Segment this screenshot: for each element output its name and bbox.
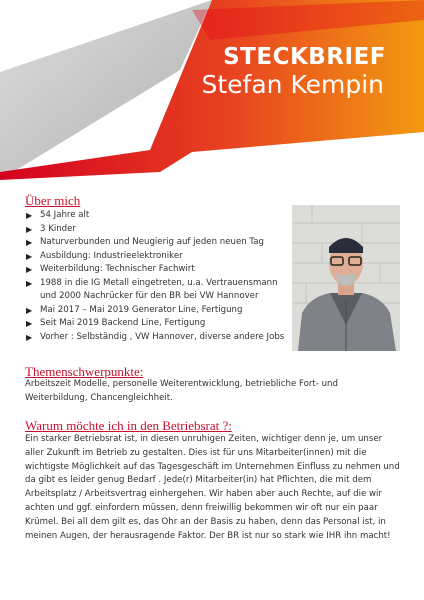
why-heading: Warum möchte ich in den Betriebsrat ?: (25, 418, 232, 433)
triangle-bullet-icon: ▶ (26, 211, 33, 220)
triangle-bullet-icon: ▶ (26, 265, 33, 274)
triangle-bullet-icon: ▶ (26, 305, 33, 315)
about-heading: Über mich (25, 193, 81, 208)
list-item: ▶ 54 Jahre alt (25, 209, 293, 223)
page-title: STECKBRIEF (223, 44, 386, 70)
triangle-bullet-icon: ▶ (26, 319, 33, 328)
why-text: Ein starker Betriebsrat ist, in diesen unruhigen Zeiten, wichtiger denn je, um unser aller Zukunft im Betrieb zu gestalten. Dies ist für uns Mitarbeiter(innen) mit die wichtigste Möglichkeit auf das Tagesgeschäft im Unternehmen Einfluss zu nehmen und da gibt es leider genug Bedarf . Jede(r) Mitarbeiter(in) hat Pflichten, die mit dem Arbeitsplatz / Arbeitsvertrag einhergehen. Wir haben aber auch Rechte, auf die wir achten und ggf. einfordern müssen, denn freiwillig bekommen wir oft nur ein paar Krümel. Bei all dem gilt es, das Ohr an der Basis zu haben, denn das Personal ist, in meinen Augen, der herausragende Faktor. Der BR ist nur so stark wie IHR ihn macht! (25, 434, 400, 541)
list-item: ▶ Weiterbildung: Technischer Fachwirt (25, 263, 293, 277)
list-item: ▶ Mai 2017 – Mai 2019 Generator Line, Fertigung (25, 304, 293, 318)
list-item: ▶ Vorher : Selbständig , VW Hannover, diverse andere Jobs (25, 331, 293, 345)
topics-heading: Themenschwerpunkte: (25, 364, 144, 379)
triangle-bullet-icon: ▶ (26, 238, 33, 247)
list-item: ▶ 1988 in die IG Metall eingetreten, u.a. Vertrauensmann und 2000 Nachrücker für den BR bei VW Hannover (26, 277, 278, 301)
person-name: Stefan Kempin (201, 70, 384, 99)
list-item: ▶ Seit Mai 2019 Backend Line, Fertigung (25, 317, 293, 331)
triangle-bullet-icon: ▶ (26, 224, 33, 234)
triangle-bullet-icon: ▶ (26, 278, 33, 288)
portrait-photo (292, 205, 400, 351)
list-item: ▶ Ausbildung: Industrieelektroniker (25, 250, 293, 264)
list-item: ▶ Naturverbunden und Neugierig auf jeden neuen Tag (25, 236, 293, 250)
about-list (25, 209, 293, 344)
list-item: ▶ 3 Kinder (25, 223, 293, 237)
triangle-bullet-icon: ▶ (26, 332, 33, 342)
topics-text: Arbeitszeit Modelle, personelle Weiterentwicklung, betriebliche Fort- und Weiterbildung, Chancengleichheit. (25, 379, 338, 403)
triangle-bullet-icon: ▶ (26, 251, 33, 261)
